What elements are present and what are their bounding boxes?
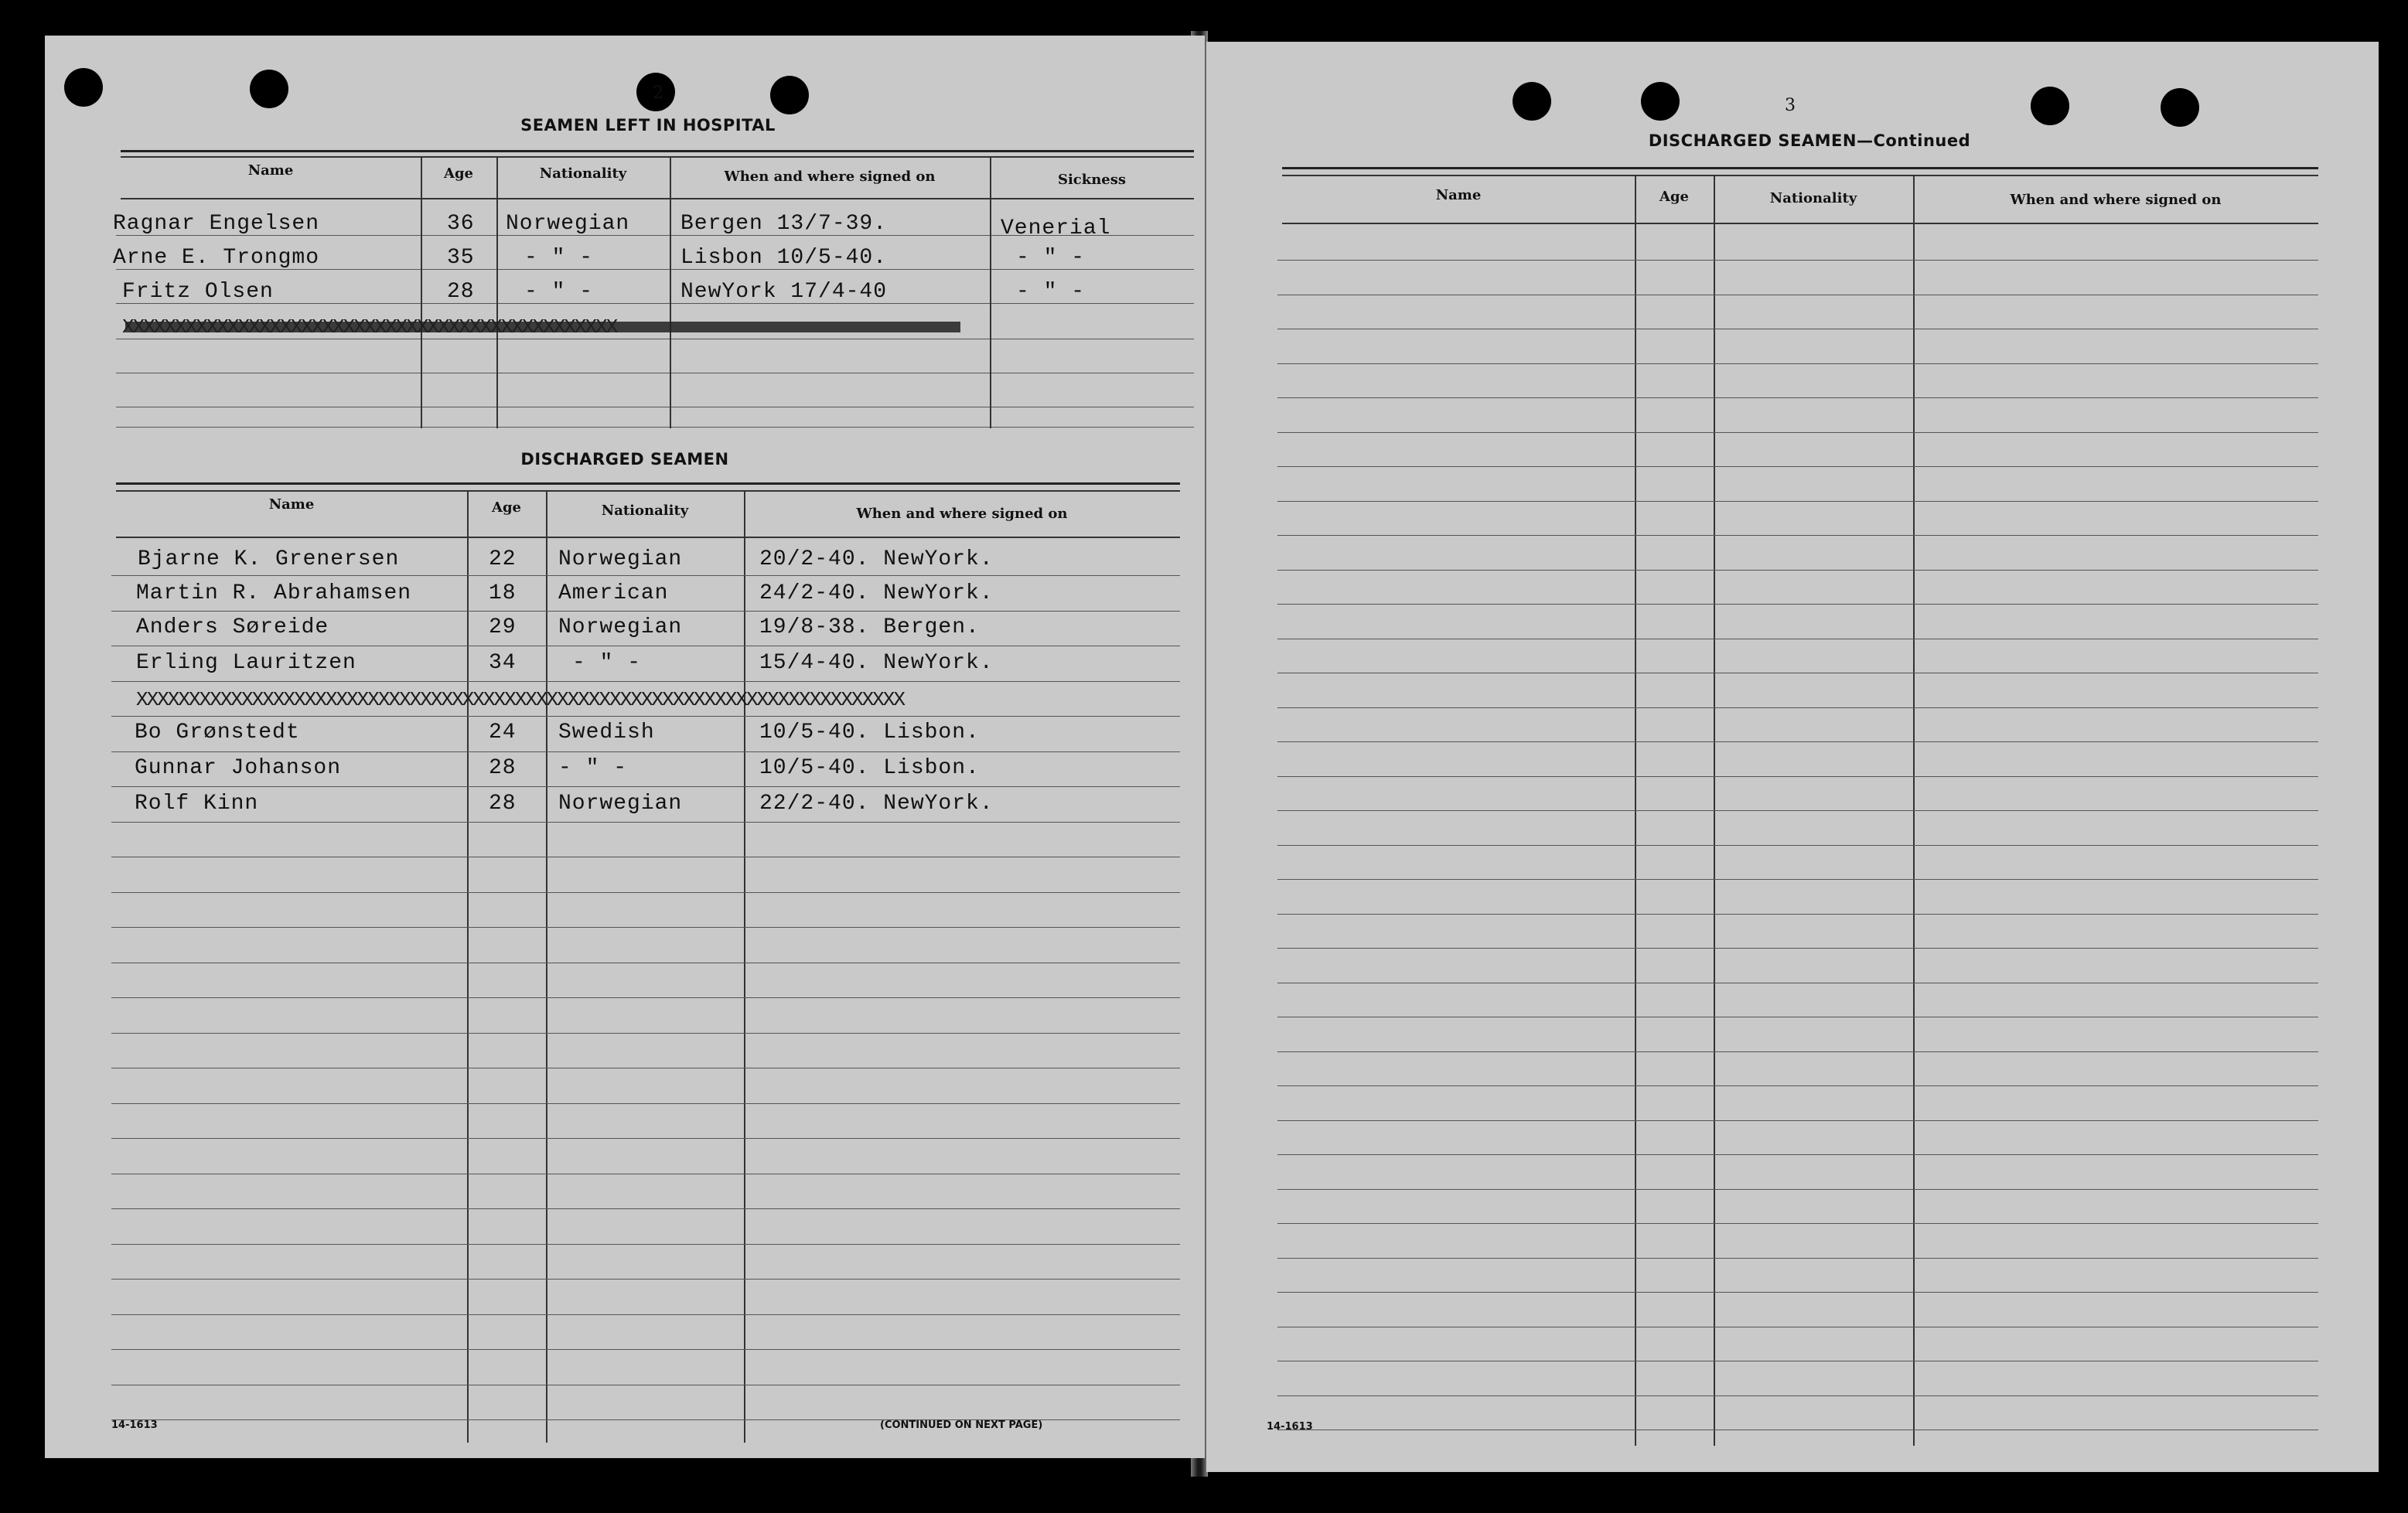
ruled-line <box>1277 397 2318 398</box>
punch-hole <box>1641 82 1680 121</box>
ruled-line <box>1277 1051 2318 1052</box>
discharged-section-title: DISCHARGED SEAMEN <box>520 450 729 469</box>
cell-name: Fritz Olsen <box>122 280 274 304</box>
cell-age: 24 <box>489 721 517 745</box>
cell-signed-on: 10/5-40. Lisbon. <box>759 721 980 745</box>
cell-name: Ragnar Engelsen <box>113 212 320 236</box>
cell-name: Bo Grønstedt <box>135 721 300 745</box>
ruled-line <box>1277 604 2318 605</box>
cell-signed-on: 22/2-40. NewYork. <box>759 792 994 816</box>
ruled-line <box>111 822 1180 823</box>
cell-signed-on: 10/5-40. Lisbon. <box>759 756 980 780</box>
cell-sickness: - " - <box>1016 280 1086 304</box>
ruled-line <box>1277 810 2318 811</box>
ruled-line <box>1277 535 2318 536</box>
cell-age: 28 <box>489 756 517 780</box>
form-number: 14-1613 <box>1267 1421 1313 1433</box>
punch-hole <box>2031 87 2069 125</box>
ruled-line <box>1277 1395 2318 1396</box>
struck-out-row: XXXXXXXXXXXXXXXXXXXXXXXXXXXXXXXXXXXXXXXXXXXXXXXXXXXXXXXXXXXXXXXXXXXXXXXXX <box>136 688 904 711</box>
cell-age: 36 <box>447 212 475 236</box>
table-row <box>45 207 1197 241</box>
cell-name: Rolf Kinn <box>135 792 259 816</box>
col-header-age: Age <box>443 165 473 182</box>
cell-age: 28 <box>447 280 475 304</box>
table-row <box>45 543 1197 577</box>
cell-nationality: - " - <box>524 246 594 270</box>
table-row <box>45 787 1197 821</box>
right-page <box>1206 42 2379 1472</box>
form-number: 14-1613 <box>111 1419 158 1431</box>
table-row <box>45 646 1197 680</box>
ruled-line <box>1277 948 2318 949</box>
cell-nationality: Norwegian <box>558 615 683 639</box>
table-row <box>45 275 1197 309</box>
ruled-line <box>1277 1292 2318 1293</box>
ruled-line <box>1277 1154 2318 1155</box>
cell-signed-on: NewYork 17/4-40 <box>680 280 888 304</box>
ruled-line <box>111 1279 1180 1280</box>
col-header-sickness: Sickness <box>1057 172 1127 188</box>
table-row <box>45 716 1197 750</box>
col-header-name: Name <box>1435 187 1482 203</box>
page-number: 2 <box>653 83 663 103</box>
ruled-line <box>111 1244 1180 1245</box>
cell-signed-on: 20/2-40. NewYork. <box>759 547 994 571</box>
ruled-line <box>111 1208 1180 1209</box>
col-header-nationality: Nationality <box>1769 190 1857 206</box>
ruled-line <box>111 927 1180 928</box>
col-header-name: Name <box>268 496 315 513</box>
cell-nationality: American <box>558 581 669 605</box>
table-row <box>45 577 1197 611</box>
strike-through-mark <box>125 322 960 332</box>
cell-signed-on: 19/8-38. Bergen. <box>759 615 980 639</box>
ruled-line <box>111 1314 1180 1315</box>
cell-name: Martin R. Abrahamsen <box>136 581 412 605</box>
ruled-line <box>1277 845 2318 846</box>
table-row <box>45 611 1197 645</box>
ruled-line <box>1277 1085 2318 1086</box>
col-header-nationality: Nationality <box>539 165 627 182</box>
cell-nationality: Norwegian <box>558 547 683 571</box>
ruled-line <box>111 997 1180 998</box>
cell-nationality: - " - <box>524 280 594 304</box>
ruled-line <box>1277 1223 2318 1224</box>
cell-signed-on: Lisbon 10/5-40. <box>680 246 888 270</box>
cell-signed-on: 15/4-40. NewYork. <box>759 651 994 675</box>
cell-age: 18 <box>489 581 517 605</box>
punch-hole <box>250 70 288 108</box>
cell-nationality: - " - <box>558 756 628 780</box>
cell-nationality: Norwegian <box>558 792 683 816</box>
ruled-line <box>111 1103 1180 1104</box>
table-row <box>45 241 1197 275</box>
cell-nationality: - " - <box>572 651 642 675</box>
continued-note: (CONTINUED ON NEXT PAGE) <box>880 1419 1043 1431</box>
ruled-line <box>1277 432 2318 433</box>
page-number: 3 <box>1785 96 1796 115</box>
ruled-line <box>1277 260 2318 261</box>
cell-sickness: Venerial <box>1001 216 1111 240</box>
cell-age: 34 <box>489 651 517 675</box>
cell-age: 35 <box>447 246 475 270</box>
continued-section-title: DISCHARGED SEAMEN—Continued <box>1648 131 1971 150</box>
col-header-age: Age <box>1659 189 1689 205</box>
cell-name: Bjarne K. Grenersen <box>138 547 400 571</box>
cell-name: Erling Lauritzen <box>136 651 356 675</box>
ruled-line <box>1277 879 2318 880</box>
col-header-signed-on: When and where signed on <box>856 506 1068 522</box>
hospital-section-title: SEAMEN LEFT IN HOSPITAL <box>520 116 776 135</box>
ruled-line <box>111 1349 1180 1350</box>
punch-hole <box>770 76 809 114</box>
ruled-line <box>1277 707 2318 708</box>
cell-nationality: Swedish <box>558 721 655 745</box>
cell-name: Arne E. Trongmo <box>113 246 320 270</box>
ruled-line <box>111 1033 1180 1034</box>
ruled-line <box>1277 466 2318 467</box>
cell-name: Anders Søreide <box>136 615 329 639</box>
cell-age: 29 <box>489 615 517 639</box>
left-page <box>45 36 1205 1458</box>
cell-age: 28 <box>489 792 517 816</box>
punch-hole <box>1513 82 1551 121</box>
struck-out-row: XXXXXXXXXXXXXXXXXXXXXXXXXXXXXXXXXXXXXXXXXXXXXXX <box>122 315 617 339</box>
cell-signed-on: Bergen 13/7-39. <box>680 212 888 236</box>
ruled-line <box>111 681 1180 682</box>
table-row <box>45 751 1197 785</box>
col-header-signed-on: When and where signed on <box>2010 192 2222 208</box>
cell-age: 22 <box>489 547 517 571</box>
cell-signed-on: 24/2-40. NewYork. <box>759 581 994 605</box>
ruled-line <box>1277 501 2318 502</box>
cell-nationality: Norwegian <box>506 212 630 236</box>
ruled-line <box>1277 570 2318 571</box>
ruled-line <box>1277 776 2318 777</box>
col-header-name: Name <box>247 162 294 179</box>
ruled-line <box>111 892 1180 893</box>
cell-sickness: - " - <box>1016 246 1086 270</box>
ruled-line <box>1277 363 2318 364</box>
punch-hole <box>2161 88 2199 127</box>
ruled-line <box>111 1138 1180 1139</box>
ruled-line <box>1277 1189 2318 1190</box>
punch-hole <box>64 68 103 107</box>
ruled-line <box>1277 1258 2318 1259</box>
col-header-age: Age <box>491 499 521 516</box>
ruled-line <box>1277 914 2318 915</box>
cell-name: Gunnar Johanson <box>135 756 342 780</box>
col-header-signed-on: When and where signed on <box>724 169 936 185</box>
col-header-nationality: Nationality <box>601 503 689 519</box>
ruled-line <box>1277 741 2318 742</box>
ruled-line <box>1277 1120 2318 1121</box>
